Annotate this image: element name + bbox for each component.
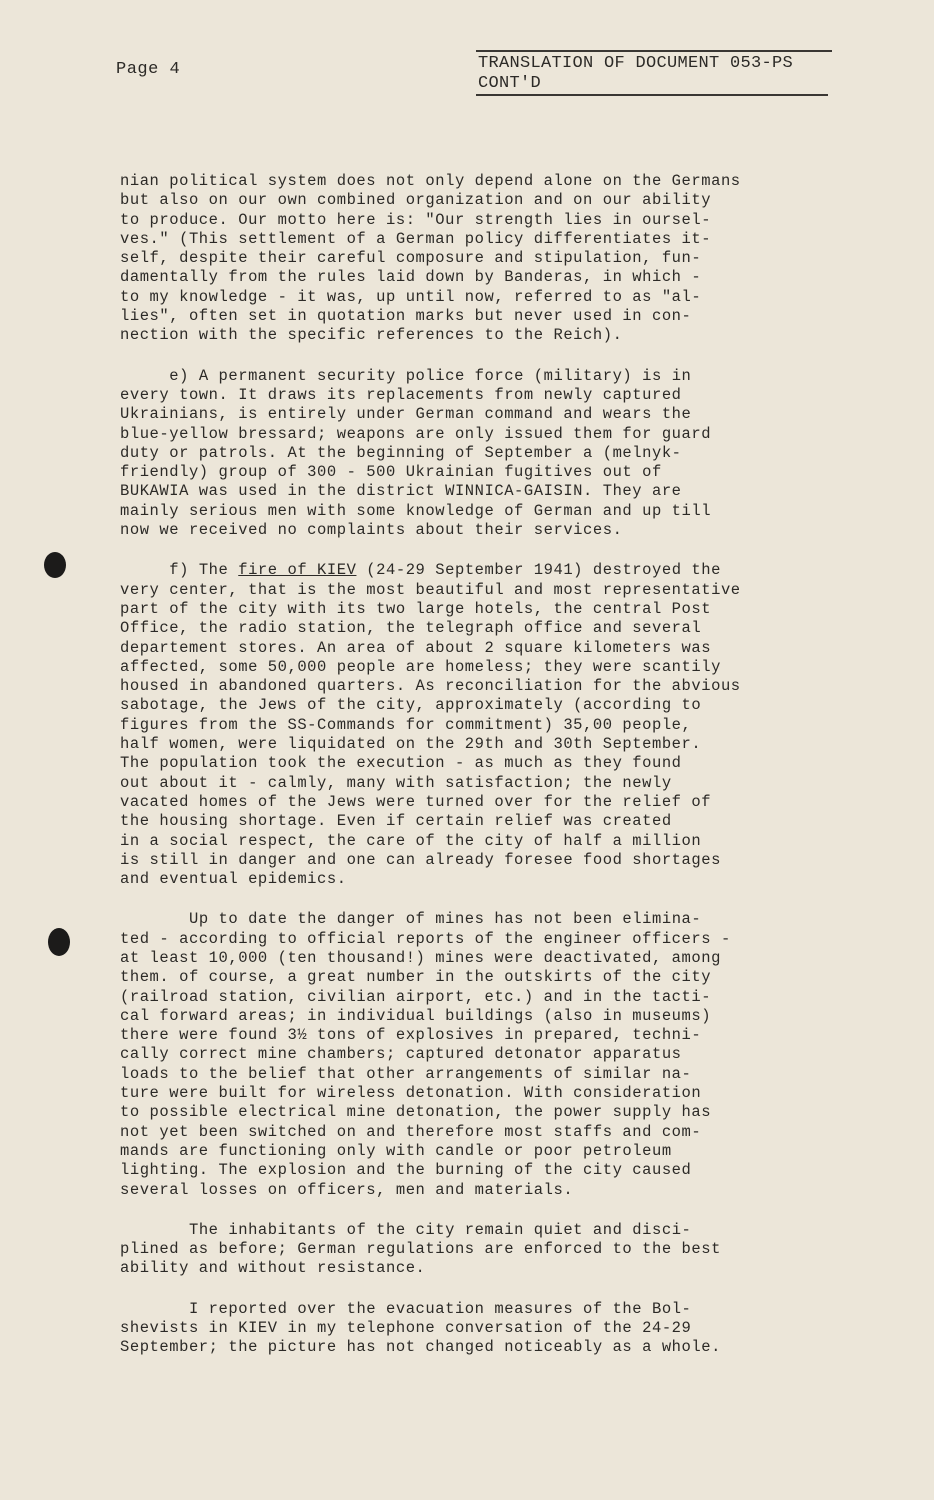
text-line: I reported over the evacuation measures of the Bol- [120, 1299, 692, 1318]
text-line: cally correct mine chambers; captured detonator apparatus [120, 1045, 682, 1064]
document-title-line-1: TRANSLATION OF DOCUMENT 053-PS [478, 54, 794, 73]
text-line: e) A permanent security police force (military) is in [120, 366, 692, 385]
text-line: in a social respect, the care of the city of half a million [120, 831, 702, 850]
document-body [120, 172, 880, 1379]
text-line: Up to date the danger of mines has not been elimina- [120, 910, 702, 929]
text-line: ture were built for wireless detonation. With consideration [120, 1084, 702, 1103]
text-line: friendly) group of 300 - 500 Ukrainian fugitives out of [120, 463, 662, 482]
text-line: BUKAWIA was used in the district WINNICA-GAISIN. They are [120, 482, 682, 501]
text-line: is still in danger and one can already foresee food shortages [120, 850, 721, 869]
text-line: lies", often set in quotation marks but never used in con- [120, 307, 692, 326]
text-line: housed in abandoned quarters. As reconciliation for the abvious [120, 677, 741, 696]
text-line: them. of course, a great number in the outskirts of the city [120, 968, 712, 987]
text-line: to produce. Our motto here is: "Our strength lies in oursel- [120, 210, 712, 229]
paragraph [120, 1300, 880, 1358]
text-line: every town. It draws its replacements from newly captured [120, 385, 682, 404]
page-number: Page 4 [116, 60, 181, 79]
paragraph [120, 561, 880, 889]
text-line: lighting. The explosion and the burning of the city caused [120, 1161, 692, 1180]
text-line: figures from the SS-Commands for commitment) 35,00 people, [120, 715, 692, 734]
text-line: self, despite their careful composure and stipulation, fun- [120, 249, 702, 268]
paragraph [120, 910, 880, 1199]
text-line: at least 10,000 (ten thousand!) mines were deactivated, among [120, 948, 721, 967]
text-line: nection with the specific references to the Reich). [120, 326, 623, 345]
text-line: part of the city with its two large hotels, the central Post [120, 599, 712, 618]
text-line: out about it - calmly, many with satisfaction; the newly [120, 773, 672, 792]
text-line: September; the picture has not changed noticeably as a whole. [120, 1338, 721, 1357]
text-line: several losses on officers, men and materials. [120, 1180, 574, 1199]
text-line: Ukrainians, is entirely under German command and wears the [120, 405, 692, 424]
text-line: half women, were liquidated on the 29th and 30th September. [120, 735, 702, 754]
punch-hole-bottom [48, 928, 70, 956]
text-line: The inhabitants of the city remain quiet and disci- [120, 1220, 692, 1239]
paragraph [120, 172, 880, 346]
document-title-line-2: CONT'D [478, 74, 542, 93]
header-top-rule [476, 50, 832, 52]
text-line: there were found 3½ tons of explosives in prepared, techni- [120, 1026, 702, 1045]
text-line: not yet been switched on and therefore most staffs and com- [120, 1122, 702, 1141]
text-line: to my knowledge - it was, up until now, referred to as "al- [120, 287, 702, 306]
text-line: the housing shortage. Even if certain relief was created [120, 812, 672, 831]
text-line: to possible electrical mine detonation, the power supply has [120, 1103, 712, 1122]
text-line: mainly serious men with some knowledge of German and up till [120, 501, 712, 520]
underlined-text: fire of KIEV [238, 561, 357, 580]
text-line: ves." (This settlement of a German policy differentiates it- [120, 229, 712, 248]
text-line: affected, some 50,000 people are homeless; they were scantily [120, 657, 721, 676]
text-line: blue-yellow bressard; weapons are only issued them for guard [120, 424, 712, 443]
text-line: f) The fire of KIEV (24-29 September 1941) destroyed the [120, 561, 721, 580]
text-line: loads to the belief that other arrangements of similar na- [120, 1064, 692, 1083]
text-line: mands are functioning only with candle or poor petroleum [120, 1141, 672, 1160]
text-line: damentally from the rules laid down by Banderas, in which - [120, 268, 702, 287]
paragraph [120, 1221, 880, 1279]
paragraph [120, 367, 880, 541]
text-line: ted - according to official reports of the engineer officers - [120, 929, 731, 948]
text-line: The population took the execution - as much as they found [120, 754, 682, 773]
text-line: plined as before; German regulations are enforced to the best [120, 1240, 721, 1259]
text-line: very center, that is the most beautiful and most representative [120, 580, 741, 599]
document-title [478, 54, 826, 94]
text-line: but also on our own combined organization and on our ability [120, 191, 712, 210]
text-line: (railroad station, civilian airport, etc.) and in the tacti- [120, 987, 712, 1006]
header-bottom-rule [476, 94, 828, 96]
text-line: and eventual epidemics. [120, 870, 347, 889]
punch-hole-top [44, 552, 66, 578]
text-line: cal forward areas; in individual buildings (also in museums) [120, 1006, 712, 1025]
text-line: departement stores. An area of about 2 square kilometers was [120, 638, 712, 657]
text-line: now we received no complaints about their services. [120, 521, 623, 540]
text-line: vacated homes of the Jews were turned over for the relief of [120, 792, 712, 811]
text-line: sabotage, the Jews of the city, approximately (according to [120, 696, 702, 715]
text-line: duty or patrols. At the beginning of September a (melnyk- [120, 443, 682, 462]
text-line: shevists in KIEV in my telephone conversation of the 24-29 [120, 1319, 692, 1338]
text-line: ability and without resistance. [120, 1259, 426, 1278]
text-line: Office, the radio station, the telegraph office and several [120, 619, 702, 638]
text-line: nian political system does not only depend alone on the Germans [120, 172, 741, 190]
